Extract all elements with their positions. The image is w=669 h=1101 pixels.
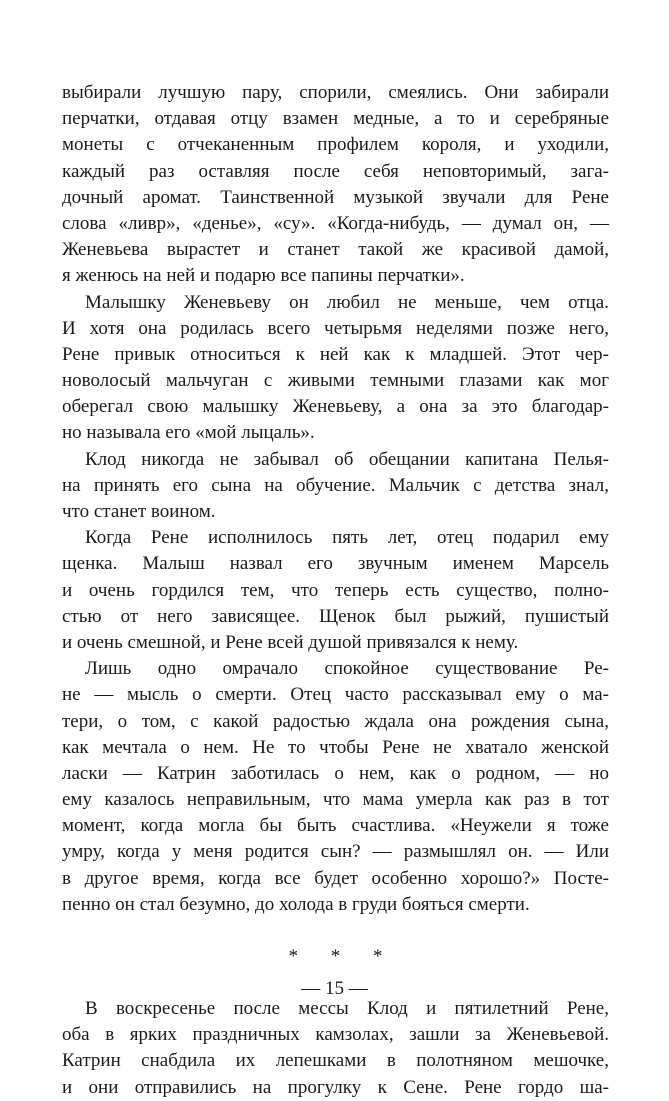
text-line: момент, когда могла бы быть счастлива. «Неужели я тоже	[62, 815, 609, 837]
text-line: я женюсь на ней и подарю все папины перчатки».	[62, 265, 465, 287]
text-line: не — мысль о смерти. Отец часто рассказывал ему о ма-	[62, 684, 609, 706]
page-number: — 15 —	[301, 978, 368, 999]
text-line: Клод никогда не забывал об обещании капитана Пелья-	[85, 448, 609, 470]
text-line: что станет воином.	[62, 501, 216, 522]
text-line: перчатки, отдавая отцу взамен медные, а то и серебряные	[62, 108, 609, 130]
text-line: щенка. Малыш назвал его звучным именем Марсель	[62, 553, 609, 575]
text-line: Малышку Женевьеву он любил не меньше, чем отца.	[85, 291, 609, 313]
text-line: умру, когда у меня родится сын? — размышлял он. — Или	[62, 841, 609, 863]
text-line: но называла его «мой лыцаль».	[62, 422, 315, 444]
text-line: В воскресенье после мессы Клод и пятилетний Рене,	[85, 998, 609, 1019]
text-line: И хотя она родилась всего четырьмя неделями позже него,	[62, 317, 609, 339]
text-line: и очень смешной, и Рене всей душой привязался к нему.	[62, 631, 519, 653]
text-line: дочный аромат. Таинственной музыкой звучали для Рене	[62, 186, 609, 208]
text-line: оберегал свою малышку Женевьеву, а она за это благодар-	[62, 396, 609, 418]
text-line: монеты с отчеканенным профилем короля, и уходили,	[62, 134, 609, 156]
text-line: и они отправились на прогулку к Сене. Рене гордо ша-	[62, 1076, 609, 1098]
text-line: в другое время, когда все будет особенно хорошо?» Посте-	[62, 867, 609, 889]
text-line: как мечтала о нем. Не то чтобы Рене не хватало женской	[62, 736, 609, 758]
body-text	[62, 80, 609, 1101]
section-separator: * * *	[288, 946, 397, 967]
text-line: и очень гордился тем, что теперь есть существо, полно-	[62, 579, 609, 601]
text-line: слова «ливр», «денье», «су». «Когда-нибудь, — думал он, —	[62, 212, 609, 234]
text-line: Катрин снабдила их лепешками в полотняном мешочке,	[62, 1050, 609, 1072]
text-line: оба в ярких праздничных камзолах, зашли за Женевьевой.	[62, 1024, 609, 1046]
text-line: новолосый мальчуган с живыми темными глазами как мог	[62, 370, 609, 392]
text-line: пенно он стал безумно, до холода в груди бояться смерти.	[62, 893, 530, 915]
text-line: тери, о том, с какой радостью ждала она рождения сына,	[62, 710, 609, 732]
text-line: Рене привык относиться к ней как к младшей. Этот чер-	[62, 343, 609, 365]
text-line: выбирали лучшую пару, спорили, смеялись. Они забирали	[62, 82, 609, 103]
text-line: на принять его сына на обучение. Мальчик с детства знал,	[62, 474, 609, 496]
text-line: каждый раз оставляя после себя неповторимый, зага-	[62, 160, 609, 182]
text-line: Лишь одно омрачало спокойное существование Ре-	[85, 658, 609, 680]
text-line: ласки — Катрин заботилась о нем, как о родном, — но	[62, 762, 609, 784]
text-line: Когда Рене исполнилось пять лет, отец подарил ему	[85, 527, 609, 549]
text-line: стью от него зависящее. Щенок был рыжий, пушистый	[62, 605, 609, 627]
text-line: ему казалось неправильным, что мама умерла как раз в тот	[62, 789, 609, 811]
text-line: Женевьева вырастет и станет такой же красивой дамой,	[62, 239, 609, 261]
